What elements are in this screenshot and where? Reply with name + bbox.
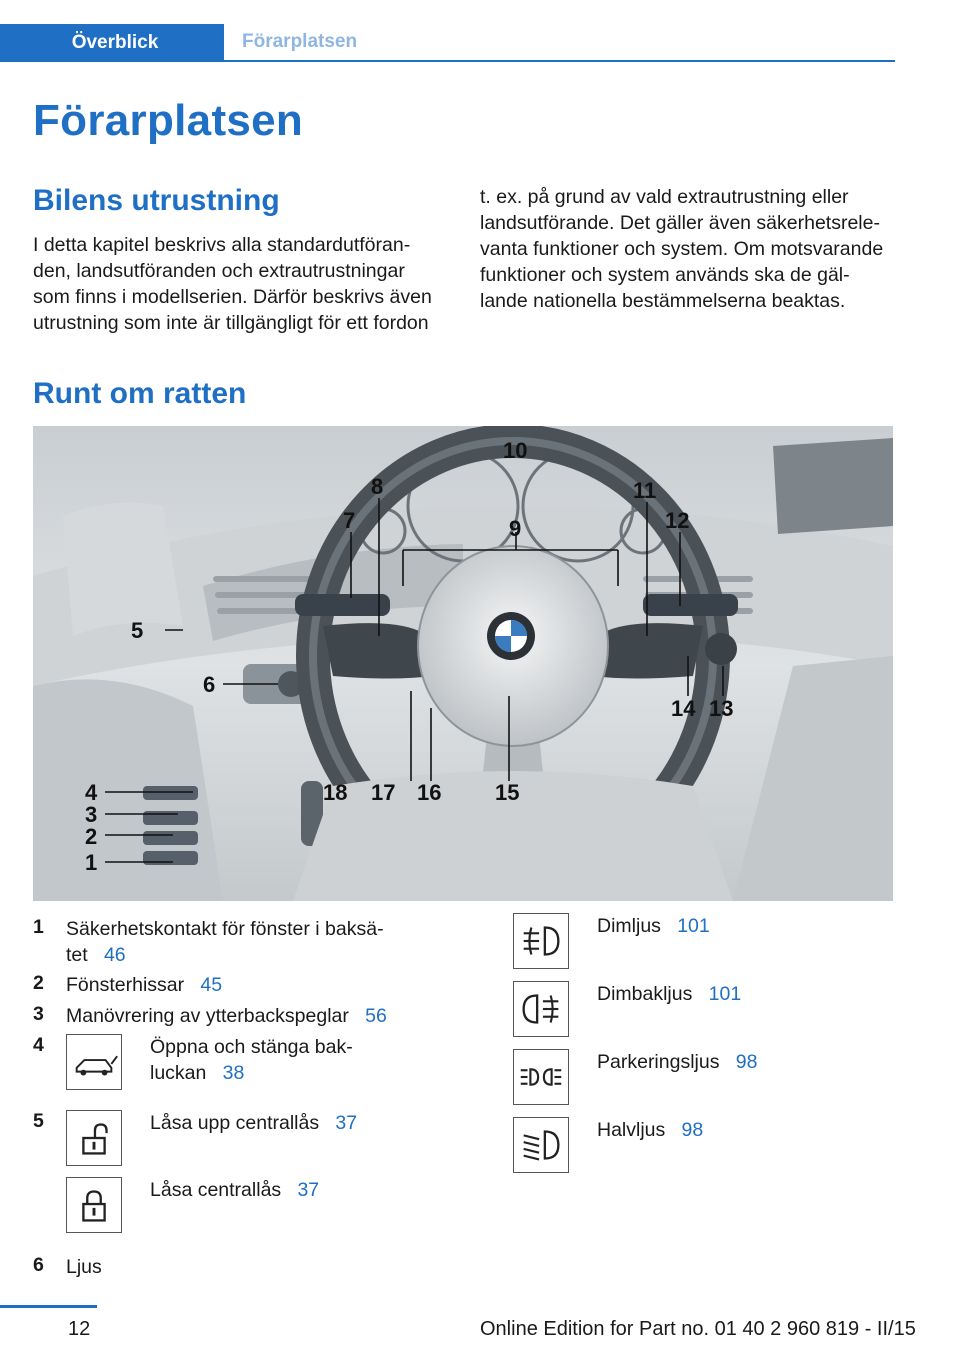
legend-right-item-1 [597, 913, 710, 939]
page-ref-link[interactable]: 101 [708, 983, 742, 1005]
callout-12: 12 [665, 508, 690, 533]
callout-5: 5 [131, 618, 144, 643]
cockpit-drawing [33, 426, 893, 901]
legend-item-text: tet [66, 944, 88, 966]
callout-7: 7 [343, 508, 356, 533]
legend-item-4 [150, 1034, 390, 1086]
page-ref-link[interactable]: 45 [200, 974, 223, 996]
parking-light-icon [513, 1049, 569, 1105]
tab-overview[interactable]: Överblick [0, 24, 224, 62]
legend-item-text: Dimljus [597, 915, 661, 937]
legend-right-item-2 [597, 981, 741, 1007]
edition-note: Online Edition for Part no. 01 40 2 960 819 - II/15 [480, 1318, 916, 1340]
header-rule [0, 60, 895, 62]
legend-number: 4 [33, 1034, 44, 1056]
intro-left-line: utrustning som inte är tillgängligt för ett fordon [33, 312, 429, 334]
callout-6: 6 [203, 672, 216, 697]
cockpit-illustration [33, 426, 893, 901]
callout-9: 9 [509, 516, 522, 541]
callout-18: 18 [323, 780, 348, 805]
callout-2: 2 [85, 824, 98, 849]
legend-item-text: Parkeringsljus [597, 1051, 720, 1073]
legend-item-1 [66, 916, 426, 968]
intro-left-column [33, 232, 453, 336]
legend-right-item-3 [597, 1049, 757, 1075]
legend-item-text: Låsa upp centrallås [150, 1112, 320, 1134]
page-ref-link[interactable]: 37 [335, 1112, 358, 1134]
legend-number: 5 [33, 1110, 44, 1132]
intro-right-column [480, 184, 900, 314]
tab-drivers-seat[interactable]: Förarplatsen [242, 31, 358, 52]
page-title: Förarplatsen [33, 96, 304, 145]
callout-8: 8 [371, 474, 384, 499]
callout-13: 13 [709, 696, 734, 721]
unlock-icon [66, 1110, 122, 1166]
intro-left-line: som finns i modellserien. Därför beskrivs även [33, 286, 432, 308]
lock-icon [66, 1177, 122, 1233]
legend-item-3 [66, 1003, 387, 1029]
intro-right-line: lande nationella bestämmelserna beaktas. [480, 290, 846, 312]
header-bar [0, 24, 895, 62]
legend-item-text: Säkerhetskontakt för fönster i baksä- [66, 918, 384, 940]
page-ref-link[interactable]: 56 [365, 1005, 387, 1027]
callout-1: 1 [85, 850, 98, 875]
callout-17: 17 [371, 780, 396, 805]
rear-fog-light-icon [513, 981, 569, 1037]
page-ref-link[interactable]: 98 [735, 1051, 758, 1073]
legend-number: 2 [33, 972, 44, 994]
front-fog-light-icon [513, 913, 569, 969]
legend-item-text: luckan [150, 1062, 207, 1084]
legend-item-5b [150, 1177, 319, 1203]
footer-rule [0, 1305, 97, 1308]
intro-right-line: vanta funktioner och system. Om motsvarande [480, 238, 884, 260]
legend-item-text: Manövrering av ytterbackspeglar [66, 1005, 349, 1027]
legend-item-text: Låsa centrallås [150, 1179, 282, 1201]
tailgate-icon [66, 1034, 122, 1090]
callout-4: 4 [85, 780, 98, 805]
legend-item-text: Halvljus [597, 1119, 666, 1141]
intro-right-line: funktioner och system används ska de gäl- [480, 264, 850, 286]
legend-item-text: Öppna och stänga bak- [150, 1036, 353, 1058]
intro-right-line: landsutförande. Det gäller även säkerhetsrele- [480, 212, 880, 234]
legend-right-item-4 [597, 1117, 703, 1143]
callout-14: 14 [671, 696, 696, 721]
legend-item-text: Ljus [66, 1256, 102, 1278]
legend-item-5a [150, 1110, 357, 1136]
callout-11: 11 [633, 478, 657, 503]
callout-15: 15 [495, 780, 520, 805]
legend-item-text: Fönsterhissar [66, 974, 185, 996]
legend-item-text: Dimbakljus [597, 983, 693, 1005]
low-beam-icon [513, 1117, 569, 1173]
callout-3: 3 [85, 802, 98, 827]
legend-item-2 [66, 972, 222, 998]
callout-16: 16 [417, 780, 442, 805]
legend-number: 3 [33, 1003, 44, 1025]
page-ref-link[interactable]: 37 [297, 1179, 320, 1201]
page-ref-link[interactable]: 98 [681, 1119, 704, 1141]
legend-number: 1 [33, 916, 44, 938]
legend-item-6 [66, 1254, 102, 1280]
page-ref-link[interactable]: 101 [677, 915, 710, 937]
page-number: 12 [68, 1318, 91, 1340]
section-heading-equipment: Bilens utrustning [33, 184, 280, 217]
page-ref-link[interactable]: 46 [103, 944, 126, 966]
intro-left-line: I detta kapitel beskrivs alla standardutföran- [33, 234, 411, 256]
intro-right-line: t. ex. på grund av vald extrautrustning eller [480, 186, 849, 208]
section-heading-steering-wheel: Runt om ratten [33, 377, 247, 410]
page-ref-link[interactable]: 38 [222, 1062, 245, 1084]
intro-left-line: den, landsutföranden och extrautrustningar [33, 260, 405, 282]
callout-10: 10 [503, 438, 528, 463]
legend-number: 6 [33, 1254, 44, 1276]
